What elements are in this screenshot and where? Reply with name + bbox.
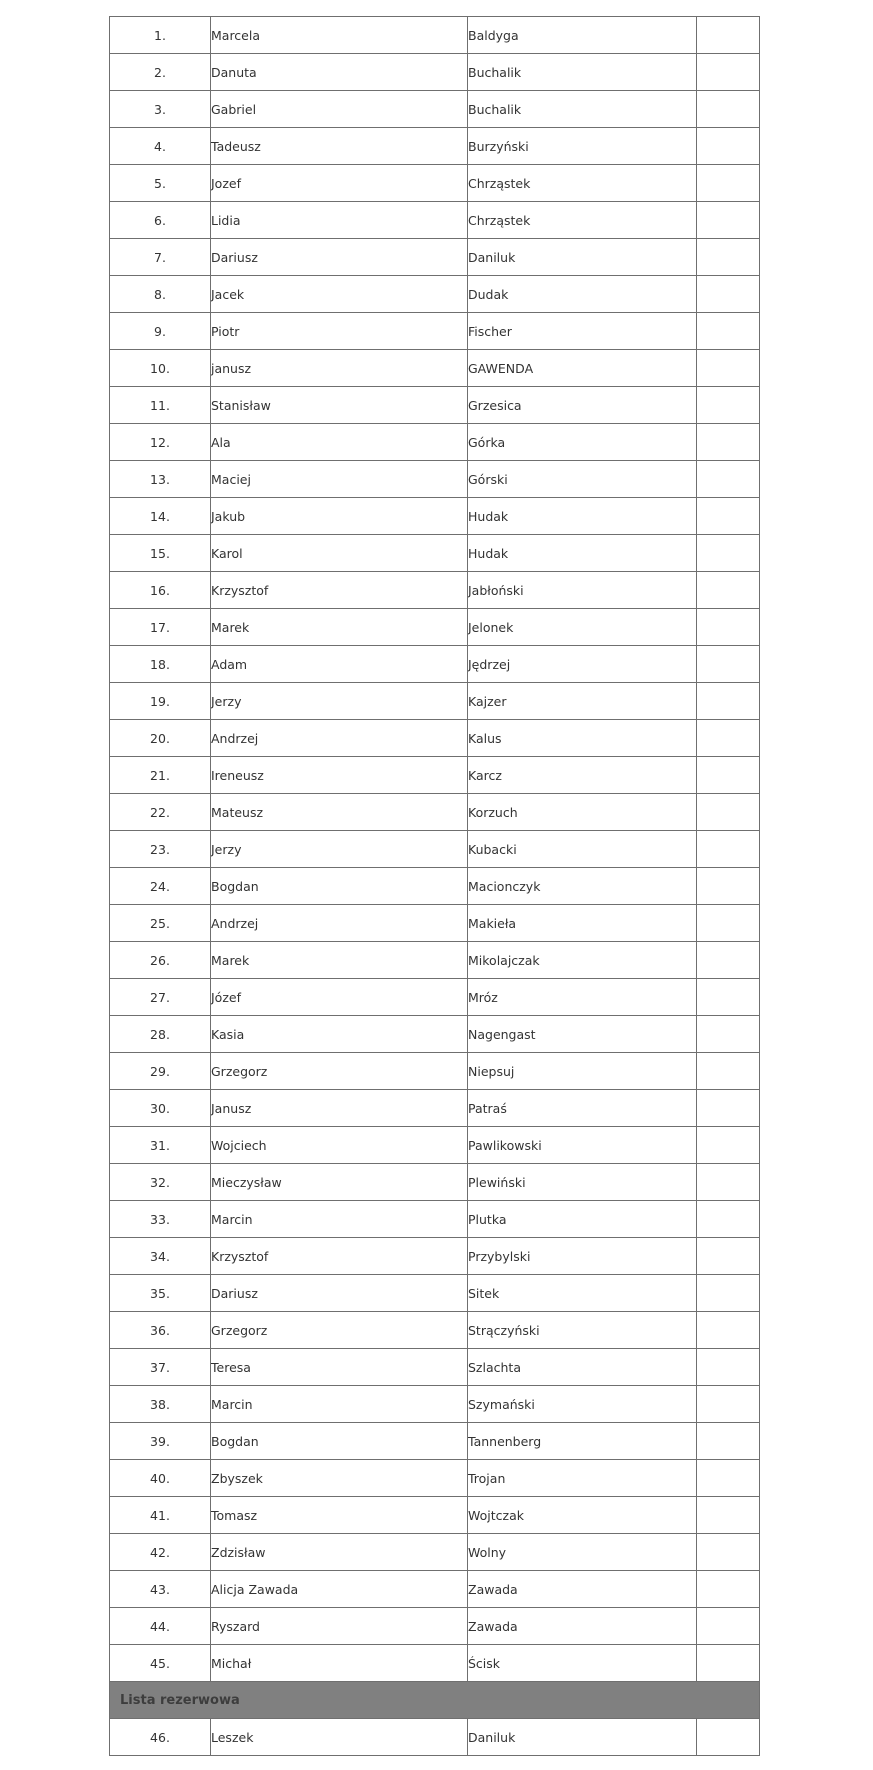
last-name-cell: Przybylski [468, 1238, 697, 1275]
empty-cell [697, 1386, 760, 1423]
empty-cell [697, 17, 760, 54]
first-name-cell: Jacek [211, 276, 468, 313]
last-name-cell: Sitek [468, 1275, 697, 1312]
first-name-cell: Teresa [211, 1349, 468, 1386]
empty-cell [697, 128, 760, 165]
row-number: 38. [110, 1386, 211, 1423]
first-name-cell: Ala [211, 424, 468, 461]
table-row [110, 868, 760, 905]
table-row [110, 1534, 760, 1571]
table-row [110, 1016, 760, 1053]
row-number: 7. [110, 239, 211, 276]
table-row [110, 794, 760, 831]
empty-cell [697, 1053, 760, 1090]
empty-cell [697, 609, 760, 646]
table-row [110, 54, 760, 91]
last-name-cell: Kajzer [468, 683, 697, 720]
table-row [110, 1090, 760, 1127]
last-name-cell: Chrząstek [468, 165, 697, 202]
last-name-cell: Szlachta [468, 1349, 697, 1386]
row-number: 22. [110, 794, 211, 831]
empty-cell [697, 1238, 760, 1275]
empty-cell [697, 646, 760, 683]
first-name-cell: Jerzy [211, 683, 468, 720]
table-row [110, 1460, 760, 1497]
last-name-cell: Grzesica [468, 387, 697, 424]
table-row [110, 1571, 760, 1608]
first-name-cell: Marek [211, 609, 468, 646]
table-row [110, 1164, 760, 1201]
first-name-cell: Karol [211, 535, 468, 572]
row-number: 3. [110, 91, 211, 128]
row-number: 35. [110, 1275, 211, 1312]
row-number: 14. [110, 498, 211, 535]
row-number: 30. [110, 1090, 211, 1127]
last-name-cell: Plutka [468, 1201, 697, 1238]
table-row [110, 609, 760, 646]
row-number: 17. [110, 609, 211, 646]
last-name-cell: Macionczyk [468, 868, 697, 905]
last-name-cell: Fischer [468, 313, 697, 350]
row-number: 18. [110, 646, 211, 683]
table-row [110, 646, 760, 683]
last-name-cell: Jabłoński [468, 572, 697, 609]
last-name-cell: Górski [468, 461, 697, 498]
row-number: 37. [110, 1349, 211, 1386]
row-number: 20. [110, 720, 211, 757]
last-name-cell: Jędrzej [468, 646, 697, 683]
row-number: 26. [110, 942, 211, 979]
table-row [110, 461, 760, 498]
empty-cell [697, 1349, 760, 1386]
first-name-cell: Mieczysław [211, 1164, 468, 1201]
empty-cell [697, 831, 760, 868]
empty-cell [697, 683, 760, 720]
last-name-cell: Daniluk [468, 1719, 697, 1756]
first-name-cell: Jerzy [211, 831, 468, 868]
empty-cell [697, 91, 760, 128]
row-number: 28. [110, 1016, 211, 1053]
table-row [110, 276, 760, 313]
last-name-cell: Ścisk [468, 1645, 697, 1682]
table-row [110, 831, 760, 868]
empty-cell [697, 461, 760, 498]
table-row [110, 165, 760, 202]
first-name-cell: Marcela [211, 17, 468, 54]
last-name-cell: Plewiński [468, 1164, 697, 1201]
row-number: 44. [110, 1608, 211, 1645]
empty-cell [697, 498, 760, 535]
empty-cell [697, 979, 760, 1016]
row-number: 39. [110, 1423, 211, 1460]
first-name-cell: Bogdan [211, 868, 468, 905]
first-name-cell: Jozef [211, 165, 468, 202]
empty-cell [697, 313, 760, 350]
row-number: 33. [110, 1201, 211, 1238]
table-row [110, 1053, 760, 1090]
row-number: 34. [110, 1238, 211, 1275]
last-name-cell: GAWENDA [468, 350, 697, 387]
last-name-cell: Niepsuj [468, 1053, 697, 1090]
table-row [110, 1608, 760, 1645]
row-number: 25. [110, 905, 211, 942]
first-name-cell: Tadeusz [211, 128, 468, 165]
empty-cell [697, 1201, 760, 1238]
first-name-cell: Jakub [211, 498, 468, 535]
table-row [110, 1386, 760, 1423]
last-name-cell: Szymański [468, 1386, 697, 1423]
first-name-cell: Marcin [211, 1386, 468, 1423]
row-number: 21. [110, 757, 211, 794]
empty-cell [697, 757, 760, 794]
last-name-cell: Mikolajczak [468, 942, 697, 979]
last-name-cell: Zawada [468, 1608, 697, 1645]
empty-cell [697, 1645, 760, 1682]
empty-cell [697, 239, 760, 276]
table-row [110, 1719, 760, 1756]
first-name-cell: Krzysztof [211, 1238, 468, 1275]
table-row [110, 313, 760, 350]
reserve-section-header [110, 1682, 760, 1719]
table-row [110, 350, 760, 387]
first-name-cell: Marcin [211, 1201, 468, 1238]
table-row [110, 202, 760, 239]
first-name-cell: Gabriel [211, 91, 468, 128]
last-name-cell: Kalus [468, 720, 697, 757]
empty-cell [697, 1016, 760, 1053]
row-number: 13. [110, 461, 211, 498]
last-name-cell: Wojtczak [468, 1497, 697, 1534]
last-name-cell: Trojan [468, 1460, 697, 1497]
empty-cell [697, 1460, 760, 1497]
table-row [110, 572, 760, 609]
first-name-cell: Lidia [211, 202, 468, 239]
last-name-cell: Tannenberg [468, 1423, 697, 1460]
first-name-cell: Janusz [211, 1090, 468, 1127]
first-name-cell: Dariusz [211, 239, 468, 276]
empty-cell [697, 535, 760, 572]
first-name-cell: Stanisław [211, 387, 468, 424]
row-number: 23. [110, 831, 211, 868]
first-name-cell: Leszek [211, 1719, 468, 1756]
table-row [110, 720, 760, 757]
first-name-cell: Danuta [211, 54, 468, 91]
table-row [110, 91, 760, 128]
table-row [110, 1127, 760, 1164]
row-number: 40. [110, 1460, 211, 1497]
row-number: 15. [110, 535, 211, 572]
first-name-cell: Piotr [211, 313, 468, 350]
first-name-cell: Andrzej [211, 720, 468, 757]
row-number: 5. [110, 165, 211, 202]
table-row [110, 1238, 760, 1275]
table-row [110, 1349, 760, 1386]
empty-cell [697, 942, 760, 979]
empty-cell [697, 424, 760, 461]
last-name-cell: Jelonek [468, 609, 697, 646]
last-name-cell: Nagengast [468, 1016, 697, 1053]
empty-cell [697, 1423, 760, 1460]
first-name-cell: Tomasz [211, 1497, 468, 1534]
table-row [110, 979, 760, 1016]
reserve-section-title: Lista rezerwowa [110, 1682, 760, 1719]
table-row [110, 757, 760, 794]
row-number: 6. [110, 202, 211, 239]
empty-cell [697, 54, 760, 91]
row-number: 9. [110, 313, 211, 350]
last-name-cell: Chrząstek [468, 202, 697, 239]
empty-cell [697, 1275, 760, 1312]
table-row [110, 683, 760, 720]
empty-cell [697, 1164, 760, 1201]
table-row [110, 535, 760, 572]
table-row [110, 905, 760, 942]
table-row [110, 424, 760, 461]
row-number: 43. [110, 1571, 211, 1608]
last-name-cell: Hudak [468, 498, 697, 535]
last-name-cell: Górka [468, 424, 697, 461]
last-name-cell: Burzyński [468, 128, 697, 165]
row-number: 19. [110, 683, 211, 720]
last-name-cell: Makieła [468, 905, 697, 942]
row-number: 45. [110, 1645, 211, 1682]
row-number: 27. [110, 979, 211, 1016]
last-name-cell: Zawada [468, 1571, 697, 1608]
last-name-cell: Daniluk [468, 239, 697, 276]
first-name-cell: Krzysztof [211, 572, 468, 609]
row-number: 1. [110, 17, 211, 54]
empty-cell [697, 1534, 760, 1571]
participants-table [109, 16, 760, 1756]
last-name-cell: Wolny [468, 1534, 697, 1571]
last-name-cell: Kubacki [468, 831, 697, 868]
first-name-cell: Bogdan [211, 1423, 468, 1460]
first-name-cell: Wojciech [211, 1127, 468, 1164]
last-name-cell: Karcz [468, 757, 697, 794]
empty-cell [697, 350, 760, 387]
row-number: 46. [110, 1719, 211, 1756]
empty-cell [697, 720, 760, 757]
table-row [110, 1312, 760, 1349]
row-number: 42. [110, 1534, 211, 1571]
empty-cell [697, 387, 760, 424]
first-name-cell: Zdzisław [211, 1534, 468, 1571]
first-name-cell: Ryszard [211, 1608, 468, 1645]
last-name-cell: Buchalik [468, 54, 697, 91]
row-number: 41. [110, 1497, 211, 1534]
table-row [110, 1423, 760, 1460]
last-name-cell: Baldyga [468, 17, 697, 54]
empty-cell [697, 202, 760, 239]
row-number: 31. [110, 1127, 211, 1164]
first-name-cell: Grzegorz [211, 1312, 468, 1349]
first-name-cell: Maciej [211, 461, 468, 498]
empty-cell [697, 165, 760, 202]
table-row [110, 128, 760, 165]
last-name-cell: Korzuch [468, 794, 697, 831]
first-name-cell: Adam [211, 646, 468, 683]
first-name-cell: Kasia [211, 1016, 468, 1053]
first-name-cell: Alicja Zawada [211, 1571, 468, 1608]
empty-cell [697, 1497, 760, 1534]
first-name-cell: Ireneusz [211, 757, 468, 794]
participants-table-body [110, 17, 760, 1682]
row-number: 36. [110, 1312, 211, 1349]
last-name-cell: Hudak [468, 535, 697, 572]
empty-cell [697, 1312, 760, 1349]
first-name-cell: Marek [211, 942, 468, 979]
table-row [110, 1645, 760, 1682]
row-number: 16. [110, 572, 211, 609]
table-row [110, 1497, 760, 1534]
first-name-cell: janusz [211, 350, 468, 387]
last-name-cell: Mróz [468, 979, 697, 1016]
last-name-cell: Pawlikowski [468, 1127, 697, 1164]
row-number: 32. [110, 1164, 211, 1201]
last-name-cell: Patraś [468, 1090, 697, 1127]
first-name-cell: Zbyszek [211, 1460, 468, 1497]
table-row [110, 239, 760, 276]
first-name-cell: Józef [211, 979, 468, 1016]
first-name-cell: Dariusz [211, 1275, 468, 1312]
empty-cell [697, 794, 760, 831]
row-number: 10. [110, 350, 211, 387]
row-number: 11. [110, 387, 211, 424]
empty-cell [697, 1090, 760, 1127]
table-row [110, 387, 760, 424]
first-name-cell: Mateusz [211, 794, 468, 831]
table-row [110, 1275, 760, 1312]
last-name-cell: Buchalik [468, 91, 697, 128]
row-number: 8. [110, 276, 211, 313]
first-name-cell: Andrzej [211, 905, 468, 942]
empty-cell [697, 1571, 760, 1608]
empty-cell [697, 1127, 760, 1164]
table-row [110, 942, 760, 979]
table-row [110, 17, 760, 54]
last-name-cell: Dudak [468, 276, 697, 313]
last-name-cell: Strączyński [468, 1312, 697, 1349]
row-number: 2. [110, 54, 211, 91]
reserve-table-body [110, 1719, 760, 1756]
empty-cell [697, 868, 760, 905]
first-name-cell: Michał [211, 1645, 468, 1682]
reserve-section [110, 1682, 760, 1719]
row-number: 24. [110, 868, 211, 905]
row-number: 29. [110, 1053, 211, 1090]
empty-cell [697, 1608, 760, 1645]
empty-cell [697, 572, 760, 609]
table-row [110, 498, 760, 535]
table-row [110, 1201, 760, 1238]
empty-cell [697, 1719, 760, 1756]
empty-cell [697, 905, 760, 942]
row-number: 12. [110, 424, 211, 461]
first-name-cell: Grzegorz [211, 1053, 468, 1090]
empty-cell [697, 276, 760, 313]
row-number: 4. [110, 128, 211, 165]
